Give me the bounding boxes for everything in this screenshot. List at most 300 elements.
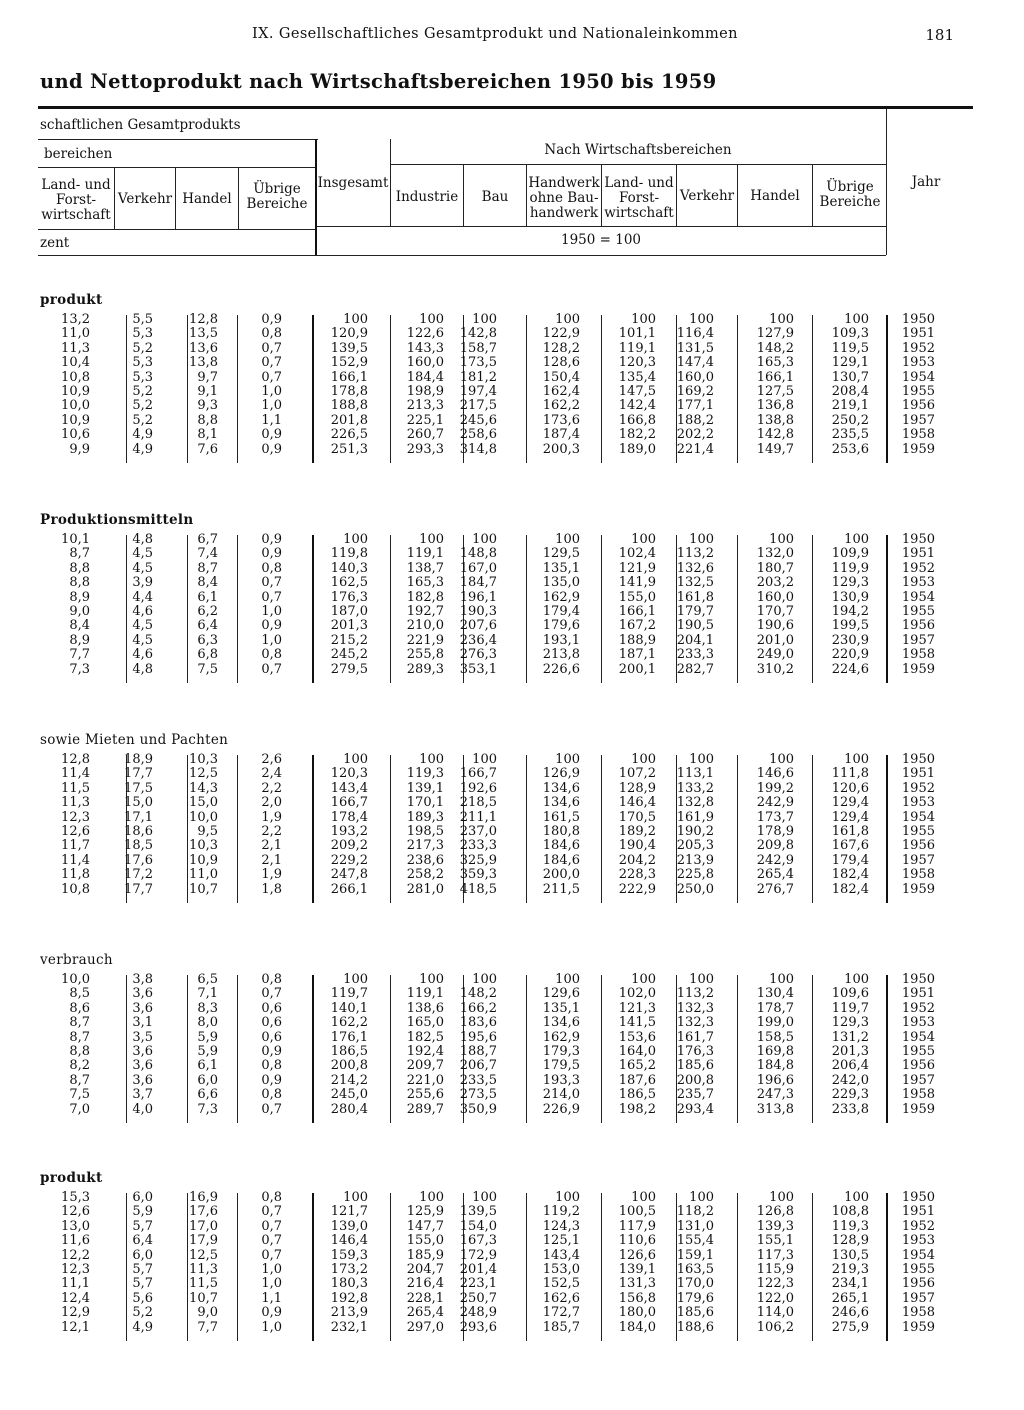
value-cell: 167,3	[459, 1233, 497, 1249]
value-cell: 234,1	[831, 1276, 869, 1292]
value-cell: 223,1	[459, 1276, 497, 1292]
value-cell: 107,2	[618, 766, 656, 782]
value-cell: 353,1	[459, 661, 497, 677]
value-cell: 5,2	[132, 398, 153, 414]
value-cell: 180,7	[756, 560, 794, 576]
year-cell: 1954	[901, 809, 935, 825]
year-cell: 1957	[901, 412, 935, 428]
header-rule-2	[38, 167, 315, 168]
value-cell: 5,7	[132, 1276, 153, 1292]
value-cell: 13,6	[189, 340, 218, 356]
value-cell: 211,5	[542, 881, 580, 897]
value-cell: 121,7	[330, 1204, 368, 1220]
value-cell: 276,7	[756, 881, 794, 897]
value-cell: 5,6	[132, 1290, 153, 1306]
value-cell: 205,3	[676, 838, 714, 854]
value-cell: 184,7	[459, 575, 497, 591]
value-cell: 119,2	[542, 1204, 580, 1220]
value-cell: 134,6	[542, 780, 580, 796]
value-cell: 6,0	[132, 1247, 153, 1263]
value-cell: 7,3	[197, 1101, 218, 1117]
value-cell: 10,1	[61, 532, 90, 547]
year-cell: 1953	[901, 1233, 935, 1249]
value-cell: 11,0	[61, 326, 90, 342]
year-cell: 1958	[901, 1087, 935, 1103]
value-cell: 200,0	[542, 867, 580, 883]
header-verkehr-right: Verkehr	[679, 188, 735, 204]
header-vline	[886, 109, 887, 255]
value-cell: 146,4	[618, 795, 656, 811]
value-cell: 100	[844, 312, 869, 327]
value-cell: 230,9	[831, 632, 869, 648]
value-cell: 124,3	[542, 1218, 580, 1234]
value-cell: 10,6	[61, 427, 90, 443]
value-cell: 100	[689, 752, 714, 767]
value-cell: 139,5	[330, 340, 368, 356]
value-cell: 185,6	[676, 1058, 714, 1074]
value-cell: 297,0	[406, 1319, 444, 1335]
value-cell: 7,6	[197, 441, 218, 457]
value-cell: 173,5	[459, 355, 497, 371]
value-cell: 167,2	[618, 618, 656, 634]
value-cell: 100	[689, 1190, 714, 1205]
value-cell: 265,4	[756, 867, 794, 883]
header-vline	[526, 164, 527, 226]
value-cell: 119,3	[406, 766, 444, 782]
value-cell: 128,9	[831, 1233, 869, 1249]
year-cell: 1957	[901, 632, 935, 648]
header-insgesamt: Insgesamt	[317, 175, 389, 191]
value-cell: 100	[343, 972, 368, 987]
value-cell: 129,6	[542, 986, 580, 1002]
value-cell: 0,7	[261, 340, 282, 356]
value-cell: 207,6	[459, 618, 497, 634]
header-vline	[238, 167, 239, 229]
value-cell: 180,0	[618, 1305, 656, 1321]
header-bereichen: bereichen	[44, 146, 113, 162]
value-cell: 100	[844, 1190, 869, 1205]
value-cell: 209,7	[406, 1058, 444, 1074]
value-cell: 4,5	[132, 632, 153, 648]
value-cell: 15,0	[124, 795, 153, 811]
value-cell: 6,4	[197, 618, 218, 634]
year-cell: 1953	[901, 355, 935, 371]
value-cell: 418,5	[459, 881, 497, 897]
value-cell: 100	[555, 312, 580, 327]
value-cell: 178,7	[756, 1000, 794, 1016]
value-cell: 0,6	[261, 1000, 282, 1016]
value-cell: 188,9	[618, 632, 656, 648]
value-cell: 0,7	[261, 355, 282, 371]
table-title: und Nettoprodukt nach Wirtschaftsbereichen 1950 bis 1959	[40, 70, 717, 93]
value-cell: 1,8	[261, 881, 282, 897]
value-cell: 281,0	[406, 881, 444, 897]
value-cell: 4,4	[132, 589, 153, 605]
value-cell: 247,8	[330, 867, 368, 883]
value-cell: 160,0	[756, 589, 794, 605]
year-cell: 1956	[901, 1276, 935, 1292]
value-cell: 116,4	[676, 326, 714, 342]
section-title: produkt	[40, 1170, 103, 1186]
year-cell: 1954	[901, 1247, 935, 1263]
value-cell: 10,0	[61, 398, 90, 414]
value-cell: 109,3	[831, 326, 869, 342]
value-cell: 162,9	[542, 589, 580, 605]
value-cell: 190,3	[459, 604, 497, 619]
value-cell: 3,6	[132, 1000, 153, 1016]
value-cell: 6,6	[197, 1087, 218, 1103]
value-cell: 119,1	[618, 340, 656, 356]
value-cell: 233,8	[831, 1101, 869, 1117]
value-cell: 206,7	[459, 1058, 497, 1074]
table-row	[0, 868, 1024, 882]
value-cell: 265,4	[406, 1305, 444, 1321]
value-cell: 100	[689, 312, 714, 327]
value-cell: 11,8	[61, 867, 90, 883]
value-cell: 6,3	[197, 632, 218, 648]
year-cell: 1956	[901, 398, 935, 414]
value-cell: 359,3	[459, 867, 497, 883]
value-cell: 12,5	[189, 1247, 218, 1263]
value-cell: 198,5	[406, 824, 444, 839]
value-cell: 190,2	[676, 824, 714, 839]
value-cell: 148,2	[756, 340, 794, 356]
header-vline	[463, 164, 464, 226]
value-cell: 233,3	[459, 838, 497, 854]
value-cell: 1,1	[261, 412, 282, 428]
year-cell: 1959	[901, 441, 935, 457]
year-cell: 1953	[901, 795, 935, 811]
value-cell: 100	[419, 972, 444, 987]
value-cell: 3,8	[132, 972, 153, 987]
table-row	[0, 619, 1024, 633]
value-cell: 135,4	[618, 369, 656, 385]
value-cell: 6,0	[197, 1072, 218, 1088]
value-cell: 17,7	[124, 766, 153, 782]
value-cell: 11,4	[61, 766, 90, 782]
value-cell: 115,9	[756, 1262, 794, 1277]
table-row	[0, 327, 1024, 341]
header-verkehr-left: Verkehr	[117, 191, 173, 207]
header-uebrige-left: Übrige Bereiche	[246, 181, 308, 212]
value-cell: 178,4	[330, 809, 368, 825]
value-cell: 2,0	[261, 795, 282, 811]
value-cell: 150,4	[542, 369, 580, 385]
value-cell: 10,0	[61, 972, 90, 987]
year-cell: 1959	[901, 1101, 935, 1117]
value-cell: 13,5	[189, 326, 218, 342]
value-cell: 185,9	[406, 1247, 444, 1263]
value-cell: 126,9	[542, 766, 580, 782]
table-row	[0, 576, 1024, 590]
value-cell: 325,9	[459, 852, 497, 868]
table-row	[0, 883, 1024, 897]
value-cell: 173,7	[756, 809, 794, 825]
table-row	[0, 428, 1024, 442]
value-cell: 170,7	[756, 604, 794, 619]
value-cell: 162,4	[542, 384, 580, 399]
value-cell: 138,6	[406, 1000, 444, 1016]
value-cell: 165,3	[756, 355, 794, 371]
value-cell: 213,3	[406, 398, 444, 414]
value-cell: 170,5	[618, 809, 656, 825]
value-cell: 204,1	[676, 632, 714, 648]
value-cell: 279,5	[330, 661, 368, 677]
value-cell: 10,4	[61, 355, 90, 371]
value-cell: 273,5	[459, 1087, 497, 1103]
value-cell: 248,9	[459, 1305, 497, 1321]
value-cell: 159,3	[330, 1247, 368, 1263]
value-cell: 18,6	[124, 824, 153, 839]
value-cell: 9,3	[197, 398, 218, 414]
value-cell: 9,0	[197, 1305, 218, 1321]
table-row	[0, 1059, 1024, 1073]
value-cell: 179,6	[542, 618, 580, 634]
value-cell: 165,3	[406, 575, 444, 591]
value-cell: 3,6	[132, 986, 153, 1002]
value-cell: 9,5	[197, 824, 218, 839]
value-cell: 138,8	[756, 412, 794, 428]
value-cell: 226,9	[542, 1101, 580, 1117]
table-row	[0, 634, 1024, 648]
value-cell: 258,2	[406, 867, 444, 883]
value-cell: 121,9	[618, 560, 656, 576]
value-cell: 100	[419, 532, 444, 547]
value-cell: 113,1	[676, 766, 714, 782]
value-cell: 276,3	[459, 647, 497, 663]
value-cell: 2,2	[261, 780, 282, 796]
value-cell: 213,8	[542, 647, 580, 663]
value-cell: 229,2	[330, 852, 368, 868]
value-cell: 180,3	[330, 1276, 368, 1292]
value-cell: 200,8	[330, 1058, 368, 1074]
value-cell: 100	[343, 1190, 368, 1205]
value-cell: 4,9	[132, 1319, 153, 1335]
value-cell: 154,0	[459, 1218, 497, 1234]
value-cell: 221,4	[676, 441, 714, 457]
value-cell: 5,3	[132, 369, 153, 385]
value-cell: 119,1	[406, 986, 444, 1002]
value-cell: 179,3	[542, 1044, 580, 1059]
header-industrie: Industrie	[395, 189, 459, 205]
value-cell: 141,5	[618, 1015, 656, 1031]
year-cell: 1959	[901, 1319, 935, 1335]
value-cell: 14,3	[189, 780, 218, 796]
value-cell: 250,0	[676, 881, 714, 897]
value-cell: 218,5	[459, 795, 497, 811]
value-cell: 1,0	[261, 398, 282, 414]
table-row	[0, 399, 1024, 413]
value-cell: 192,4	[406, 1044, 444, 1059]
value-cell: 5,2	[132, 412, 153, 428]
value-cell: 199,2	[756, 780, 794, 796]
value-cell: 232,1	[330, 1319, 368, 1335]
value-cell: 169,2	[676, 384, 714, 399]
value-cell: 201,3	[330, 618, 368, 634]
value-cell: 172,7	[542, 1305, 580, 1321]
value-cell: 13,8	[189, 355, 218, 371]
table-row	[0, 663, 1024, 677]
year-cell: 1952	[901, 1218, 935, 1234]
header-nach-wirtschaftsbereichen: Nach Wirtschaftsbereichen	[544, 142, 732, 158]
value-cell: 111,8	[831, 766, 869, 782]
value-cell: 140,3	[330, 560, 368, 576]
value-cell: 0,9	[261, 1044, 282, 1059]
value-cell: 200,8	[676, 1072, 714, 1088]
value-cell: 138,7	[406, 560, 444, 576]
value-cell: 8,9	[69, 589, 90, 605]
value-cell: 136,8	[756, 398, 794, 414]
value-cell: 245,0	[330, 1087, 368, 1103]
value-cell: 100	[689, 532, 714, 547]
value-cell: 100,5	[618, 1204, 656, 1220]
value-cell: 100	[631, 972, 656, 987]
value-cell: 178,9	[756, 824, 794, 839]
value-cell: 8,3	[197, 1000, 218, 1016]
value-cell: 100	[472, 972, 497, 987]
value-cell: 12,6	[61, 1204, 90, 1220]
value-cell: 180,8	[542, 824, 580, 839]
value-cell: 255,8	[406, 647, 444, 663]
value-cell: 120,3	[618, 355, 656, 371]
value-cell: 17,7	[124, 881, 153, 897]
value-cell: 179,7	[676, 604, 714, 619]
value-cell: 250,7	[459, 1290, 497, 1306]
value-cell: 242,9	[756, 852, 794, 868]
value-cell: 100	[631, 752, 656, 767]
table-row	[0, 753, 1024, 767]
value-cell: 186,5	[330, 1044, 368, 1059]
value-cell: 17,6	[189, 1204, 218, 1220]
header-vline	[737, 164, 738, 226]
value-cell: 0,8	[261, 1190, 282, 1205]
value-cell: 167,6	[831, 838, 869, 854]
value-cell: 173,2	[330, 1262, 368, 1277]
value-cell: 131,2	[831, 1029, 869, 1045]
value-cell: 189,0	[618, 441, 656, 457]
value-cell: 142,8	[459, 326, 497, 342]
value-cell: 1,0	[261, 1276, 282, 1292]
value-cell: 11,3	[61, 795, 90, 811]
value-cell: 7,5	[69, 1087, 90, 1103]
table-row	[0, 1292, 1024, 1306]
value-cell: 8,8	[69, 1044, 90, 1059]
value-cell: 7,5	[197, 661, 218, 677]
value-cell: 179,6	[676, 1290, 714, 1306]
table-row	[0, 1074, 1024, 1088]
value-cell: 108,8	[831, 1204, 869, 1220]
value-cell: 128,9	[618, 780, 656, 796]
year-cell: 1951	[901, 986, 935, 1002]
year-cell: 1950	[901, 312, 935, 327]
value-cell: 127,9	[756, 326, 794, 342]
value-cell: 118,2	[676, 1204, 714, 1220]
value-cell: 173,6	[542, 412, 580, 428]
value-cell: 179,4	[542, 604, 580, 619]
table-row	[0, 533, 1024, 547]
value-cell: 152,5	[542, 1276, 580, 1292]
value-cell: 0,9	[261, 441, 282, 457]
value-cell: 192,8	[330, 1290, 368, 1306]
value-cell: 166,1	[330, 369, 368, 385]
value-cell: 217,5	[459, 398, 497, 414]
value-cell: 142,8	[756, 427, 794, 443]
table-row	[0, 1103, 1024, 1117]
value-cell: 177,1	[676, 398, 714, 414]
value-cell: 184,6	[542, 852, 580, 868]
value-cell: 117,9	[618, 1218, 656, 1234]
value-cell: 135,0	[542, 575, 580, 591]
value-cell: 260,7	[406, 427, 444, 443]
value-cell: 253,6	[831, 441, 869, 457]
value-cell: 143,3	[406, 340, 444, 356]
value-cell: 12,8	[189, 312, 218, 327]
value-cell: 165,0	[406, 1015, 444, 1031]
value-cell: 132,3	[676, 1015, 714, 1031]
value-cell: 129,3	[831, 1015, 869, 1031]
value-cell: 12,6	[61, 824, 90, 839]
header-bottom-rule	[38, 255, 886, 256]
value-cell: 166,8	[618, 412, 656, 428]
value-cell: 17,0	[189, 1218, 218, 1234]
value-cell: 109,6	[831, 986, 869, 1002]
value-cell: 8,6	[69, 1000, 90, 1016]
value-cell: 100	[343, 532, 368, 547]
value-cell: 228,1	[406, 1290, 444, 1306]
value-cell: 2,1	[261, 852, 282, 868]
value-cell: 148,2	[459, 986, 497, 1002]
table-row	[0, 1306, 1024, 1320]
value-cell: 17,6	[124, 852, 153, 868]
table-row	[0, 443, 1024, 457]
value-cell: 0,9	[261, 312, 282, 327]
value-cell: 130,7	[831, 369, 869, 385]
value-cell: 9,7	[197, 369, 218, 385]
value-cell: 119,8	[330, 546, 368, 562]
value-cell: 139,1	[406, 780, 444, 796]
value-cell: 221,0	[406, 1072, 444, 1088]
value-cell: 7,7	[69, 647, 90, 663]
section-title: sowie Mieten und Pachten	[40, 732, 229, 748]
table-row	[0, 371, 1024, 385]
table-row	[0, 1088, 1024, 1102]
table-row	[0, 1277, 1024, 1291]
value-cell: 117,3	[756, 1247, 794, 1263]
value-cell: 201,0	[756, 632, 794, 648]
value-cell: 179,5	[542, 1058, 580, 1074]
value-cell: 6,7	[197, 532, 218, 547]
value-cell: 100	[555, 752, 580, 767]
value-cell: 196,1	[459, 589, 497, 605]
value-cell: 100	[343, 752, 368, 767]
value-cell: 0,7	[261, 1101, 282, 1117]
value-cell: 238,6	[406, 852, 444, 868]
value-cell: 153,0	[542, 1262, 580, 1277]
value-cell: 4,6	[132, 604, 153, 619]
value-cell: 160,0	[406, 355, 444, 371]
year-cell: 1956	[901, 838, 935, 854]
value-cell: 170,1	[406, 795, 444, 811]
value-cell: 122,0	[756, 1290, 794, 1306]
value-cell: 242,0	[831, 1072, 869, 1088]
value-cell: 4,8	[132, 532, 153, 547]
value-cell: 6,8	[197, 647, 218, 663]
value-cell: 181,2	[459, 369, 497, 385]
value-cell: 210,0	[406, 618, 444, 634]
value-cell: 206,4	[831, 1058, 869, 1074]
value-cell: 282,7	[676, 661, 714, 677]
value-cell: 119,5	[831, 340, 869, 356]
